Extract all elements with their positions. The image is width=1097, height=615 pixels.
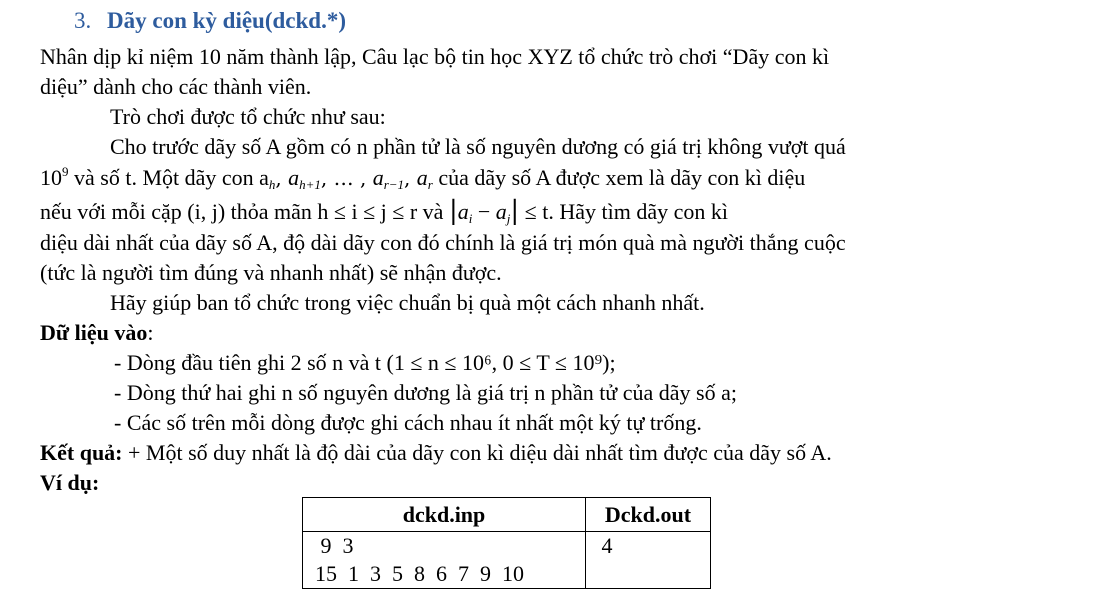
problem-heading <box>74 6 346 36</box>
example-table-header-row <box>303 498 711 532</box>
output-line <box>40 438 832 468</box>
statement-line-5: (tức là người tìm đúng và nhanh nhất) sẽ nhận được. <box>40 260 502 285</box>
example-table-row <box>303 532 711 589</box>
rules-lead: Trò chơi được tổ chức như sau: <box>110 104 386 129</box>
statement-line-1: Cho trước dãy số A gồm có n phần tử là số nguyên dương có giá trị không vượt quá <box>110 134 846 159</box>
statement-line-3: nếu với mỗi cặp (i, j) thỏa mãn h ≤ i ≤ j ≤ r và $|a_i - a_j| \le t$. Hãy tìm dãy con kì <box>40 196 728 226</box>
statement-line-2: $10^9$ và số t. Một dãy con $a_h$, $a_{h+1}$, … , $a_{r-1}$, $a_r$ của dãy số A được xem là dãy con kì diệu <box>40 164 806 192</box>
statement-power-base: 10 <box>40 165 62 190</box>
example-output-line-1: 4 <box>596 533 613 558</box>
intro-line-1: Nhân dịp kỉ niệm 10 năm thành lập, Câu lạc bộ tin học XYZ tổ chức trò chơi “Dãy con kì <box>40 44 830 69</box>
example-input-header: dckd.inp <box>303 498 586 532</box>
problem-number: 3. <box>74 8 92 33</box>
example-table <box>302 497 711 589</box>
help-line: Hãy giúp ban tổ chức trong việc chuẩn bị quà một cách nhanh nhất. <box>110 290 705 315</box>
statement-condition: nếu với mỗi cặp (i, j) thỏa mãn h ≤ i ≤ j ≤ r và <box>40 199 444 224</box>
example-output-header: Dckd.out <box>586 498 711 532</box>
statement-line-4: diệu dài nhất của dãy số A, độ dài dãy con đó chính là giá trị món quà mà người thắng cuộc <box>40 230 846 255</box>
example-input-cell <box>303 532 586 589</box>
input-label: Dữ liệu vào <box>40 320 148 345</box>
output-label: Kết quả: <box>40 440 123 465</box>
statement-power-exp: 9 <box>62 164 69 179</box>
statement-text-c: của dãy số A được xem là dãy con kì diệu <box>432 165 806 190</box>
input-item-3: - Các số trên mỗi dòng được ghi cách nhau ít nhất một ký tự trống. <box>114 410 702 435</box>
example-output-cell <box>586 532 711 589</box>
example-input-line-2: 15 1 3 5 8 6 7 9 10 <box>315 561 524 586</box>
input-item-2: - Dòng thứ hai ghi n số nguyên dương là giá trị n phần tử của dãy số a; <box>114 380 737 405</box>
output-text: + Một số duy nhất là độ dài của dãy con kì diệu dài nhất tìm được của dãy số A. <box>122 440 832 465</box>
example-label: Ví dụ: <box>40 470 100 495</box>
example-input-line-1: 9 3 <box>315 533 354 558</box>
problem-title: Dãy con kỳ diệu(dckd.*) <box>107 8 346 33</box>
statement-text-b: và số t. Một dãy con a <box>68 165 269 190</box>
intro-line-2: diệu” dành cho các thành viên. <box>40 74 312 99</box>
statement-condition-end: ≤ t. Hãy tìm dãy con kì <box>524 199 728 224</box>
input-heading <box>40 318 153 348</box>
input-item-1: - Dòng đầu tiên ghi 2 số n và t (1 ≤ n ≤ 10⁶, 0 ≤ T ≤ 10⁹); <box>114 350 616 375</box>
input-colon: : <box>147 320 154 345</box>
